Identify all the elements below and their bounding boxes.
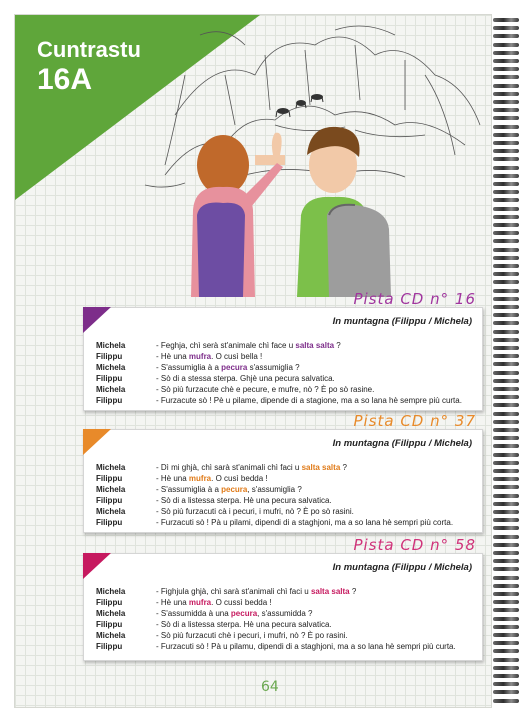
highlight-word: mufra (188, 474, 212, 483)
spiral-ring (493, 625, 519, 629)
speaker: Filippu (96, 518, 123, 527)
boy-figure (297, 127, 391, 297)
spiral-ring (493, 43, 519, 47)
speaker: Filippu (96, 496, 123, 505)
line-text: - Sò di a listessa sterpa. Hè una pecura salvatica. (156, 620, 332, 629)
spiral-ring (493, 108, 519, 112)
spiral-ring (493, 494, 519, 498)
spiral-ring (493, 608, 519, 612)
line-text: - Sò più furzacuti cà i pecuri, i mufri, nò ? È po sò rasini. (156, 507, 354, 516)
spiral-ring (493, 649, 519, 653)
spiral-binding (493, 18, 521, 708)
speaker: Filippu (96, 474, 123, 483)
spiral-ring (493, 551, 519, 555)
dialogue-line (96, 608, 476, 619)
spiral-ring (493, 51, 519, 55)
spiral-ring (493, 141, 519, 145)
spiral-ring (493, 371, 519, 375)
dialogue-line (96, 641, 476, 652)
line-text (156, 473, 268, 484)
dialogue-line (96, 373, 476, 384)
dialogue-line (96, 495, 476, 506)
line-pre: - Hè una (156, 352, 189, 361)
page-number: 64 (261, 679, 279, 695)
speaker: Michela (96, 485, 126, 494)
spiral-ring (493, 272, 519, 276)
line-post: ? (340, 463, 347, 472)
spiral-ring (493, 699, 519, 703)
section-corner (83, 553, 111, 579)
spiral-ring (493, 584, 519, 588)
dialogue (96, 340, 476, 406)
dialogue-line (96, 630, 476, 641)
line-post: . O cusì bedda ! (211, 474, 268, 483)
spiral-ring (493, 633, 519, 637)
cd-track-label: Pista CD n° 58 (353, 536, 476, 554)
dialogue-line (96, 340, 476, 351)
spiral-ring (493, 116, 519, 120)
spiral-ring (493, 84, 519, 88)
spiral-ring (493, 420, 519, 424)
spiral-ring (493, 690, 519, 694)
spiral-ring (493, 297, 519, 301)
line-post: , s'assumidda ? (257, 609, 313, 618)
spiral-ring (493, 289, 519, 293)
speaker: Filippu (96, 598, 123, 607)
line-text: - Sò di a listessa sterpa. Hè una pecura salvatica. (156, 496, 332, 505)
dialogue-line (96, 484, 476, 495)
goat-figures (276, 94, 323, 117)
notebook-page (14, 14, 492, 708)
dialogue-line (96, 384, 476, 395)
line-text (156, 586, 356, 597)
lesson-number: 16A (37, 63, 93, 96)
spiral-ring (493, 280, 519, 284)
spiral-ring (493, 412, 519, 416)
spiral-ring (493, 166, 519, 170)
spiral-ring (493, 576, 519, 580)
spiral-ring (493, 485, 519, 489)
line-text (156, 340, 341, 351)
line-post: , s'assumiglia ? (247, 485, 302, 494)
spiral-ring (493, 248, 519, 252)
dialogue-section-3 (83, 536, 483, 661)
line-post: ? (349, 587, 357, 596)
spiral-ring (493, 264, 519, 268)
line-text: - Furzacuti sò ! Pà u pilami, dipendi di a staghjoni, ma a so lana hè sempri più corta. (156, 518, 454, 527)
spiral-ring (493, 305, 519, 309)
lesson-title: Cuntrastu (37, 37, 141, 62)
spiral-ring (493, 18, 519, 22)
spiral-ring (493, 477, 519, 481)
line-post: s'assumiglia ? (247, 363, 300, 372)
speaker: Michela (96, 609, 126, 618)
spiral-ring (493, 469, 519, 473)
spiral-ring (493, 207, 519, 211)
section-corner (83, 307, 111, 333)
cd-track-label: Pista CD n° 37 (353, 412, 476, 430)
spiral-ring (493, 674, 519, 678)
speaker: Michela (96, 587, 126, 596)
spiral-ring (493, 321, 519, 325)
line-text: - Sò più furzacuti chè i pecuri, i mufri, nò ? È po rasini. (156, 631, 348, 640)
section-title: In muntagna (Filippu / Michela) (332, 562, 472, 573)
speaker: Filippu (96, 374, 123, 383)
spiral-ring (493, 223, 519, 227)
speaker: Michela (96, 463, 126, 472)
spiral-ring (493, 403, 519, 407)
cd-track-label: Pista CD n° 16 (353, 290, 476, 308)
spiral-ring (493, 526, 519, 530)
spiral-ring (493, 502, 519, 506)
spiral-ring (493, 133, 519, 137)
spiral-ring (493, 198, 519, 202)
speaker: Michela (96, 341, 126, 350)
line-pre: - Hè una (156, 598, 189, 607)
section-corner (83, 429, 111, 455)
line-pre: - S'assumidda à una (156, 609, 231, 618)
spiral-ring (493, 346, 519, 350)
line-pre: - Feghja, chì serà st'animale chì face u (156, 341, 296, 350)
speaker: Filippu (96, 642, 123, 651)
highlight-word: salta salta (301, 463, 341, 472)
line-text (156, 608, 312, 619)
spiral-ring (493, 379, 519, 383)
spiral-ring (493, 543, 519, 547)
spiral-ring (493, 518, 519, 522)
spiral-ring (493, 461, 519, 465)
dialogue (96, 462, 476, 528)
spiral-ring (493, 338, 519, 342)
spiral-ring (493, 444, 519, 448)
spiral-ring (493, 256, 519, 260)
section-title: In muntagna (Filippu / Michela) (332, 438, 472, 449)
spiral-ring (493, 559, 519, 563)
highlight-word: mufra (188, 352, 212, 361)
spiral-ring (493, 75, 519, 79)
spiral-ring (493, 92, 519, 96)
dialogue-line (96, 351, 476, 362)
dialogue-line (96, 506, 476, 517)
highlight-word: salta salta (295, 341, 335, 350)
dialogue-line (96, 395, 476, 406)
spiral-ring (493, 59, 519, 63)
spiral-ring (493, 567, 519, 571)
speaker: Filippu (96, 352, 123, 361)
spiral-ring (493, 592, 519, 596)
spiral-ring (493, 436, 519, 440)
spiral-ring (493, 190, 519, 194)
spiral-ring (493, 100, 519, 104)
line-text: - Sò più furzacute chè e pecure, e mufre, nò ? È po sò rasine. (156, 385, 375, 394)
line-post: . O cussì bedda ! (211, 598, 272, 607)
spiral-ring (493, 600, 519, 604)
spiral-ring (493, 510, 519, 514)
spiral-ring (493, 125, 519, 129)
highlight-word: pecura (230, 609, 258, 618)
speaker: Michela (96, 507, 126, 516)
dialogue-section-1 (83, 290, 483, 411)
spiral-ring (493, 641, 519, 645)
dialogue (96, 586, 476, 652)
speaker: Michela (96, 631, 126, 640)
spiral-ring (493, 67, 519, 71)
spiral-ring (493, 174, 519, 178)
dialogue-line (96, 473, 476, 484)
spiral-ring (493, 387, 519, 391)
spiral-ring (493, 658, 519, 662)
highlight-word: pecura (221, 485, 248, 494)
line-text: - Furzacute sò ! Pè u pilame, dipende di a stagione, ma a so lana hè sempre più curta. (156, 396, 462, 405)
line-text (156, 597, 272, 608)
line-pre: - Fighjula ghjà, chì sarà st'animali chì faci u (156, 587, 311, 596)
spiral-ring (493, 313, 519, 317)
highlight-word: pecura (221, 363, 248, 372)
spiral-ring (493, 682, 519, 686)
line-text (156, 362, 300, 373)
illustration-children-mountain (105, 15, 485, 297)
spiral-ring (493, 666, 519, 670)
speaker: Filippu (96, 620, 123, 629)
dialogue-line (96, 597, 476, 608)
spiral-ring (493, 239, 519, 243)
speaker: Michela (96, 363, 126, 372)
dialogue-line (96, 517, 476, 528)
spiral-ring (493, 330, 519, 334)
spiral-ring (493, 26, 519, 30)
speaker: Michela (96, 385, 126, 394)
highlight-word: mufra (188, 598, 212, 607)
spiral-ring (493, 395, 519, 399)
line-text: - Sò di a stessa sterpa. Ghjè una pecura salvatica. (156, 374, 335, 383)
line-pre: - S'assumiglia à a (156, 485, 222, 494)
spiral-ring (493, 215, 519, 219)
spiral-ring (493, 453, 519, 457)
line-post: . O cusì bella ! (211, 352, 263, 361)
dialogue-line (96, 362, 476, 373)
dialogue-line (96, 462, 476, 473)
line-pre: - Dì mi ghjà, chì sarà st'animali chì faci u (156, 463, 302, 472)
line-text (156, 484, 302, 495)
highlight-word: salta salta (310, 587, 350, 596)
dialogue-line (96, 619, 476, 630)
spiral-ring (493, 362, 519, 366)
line-text: - Furzacuti sò ! Pà u pilamu, dipendi di a staghjoni, ma a so lana hè sempri più curta. (156, 642, 456, 651)
dialogue-line (96, 586, 476, 597)
spiral-ring (493, 182, 519, 186)
section-title: In muntagna (Filippu / Michela) (332, 316, 472, 327)
spiral-ring (493, 149, 519, 153)
spiral-ring (493, 617, 519, 621)
speaker: Filippu (96, 396, 123, 405)
line-pre: - Hè una (156, 474, 189, 483)
spiral-ring (493, 428, 519, 432)
girl-figure (191, 133, 285, 297)
spiral-ring (493, 157, 519, 161)
dialogue-section-2 (83, 412, 483, 533)
line-text (156, 351, 262, 362)
spiral-ring (493, 231, 519, 235)
line-pre: - S'assumiglia à a (156, 363, 222, 372)
line-text (156, 462, 347, 473)
spiral-ring (493, 34, 519, 38)
line-post: ? (334, 341, 341, 350)
spiral-ring (493, 354, 519, 358)
spiral-ring (493, 535, 519, 539)
